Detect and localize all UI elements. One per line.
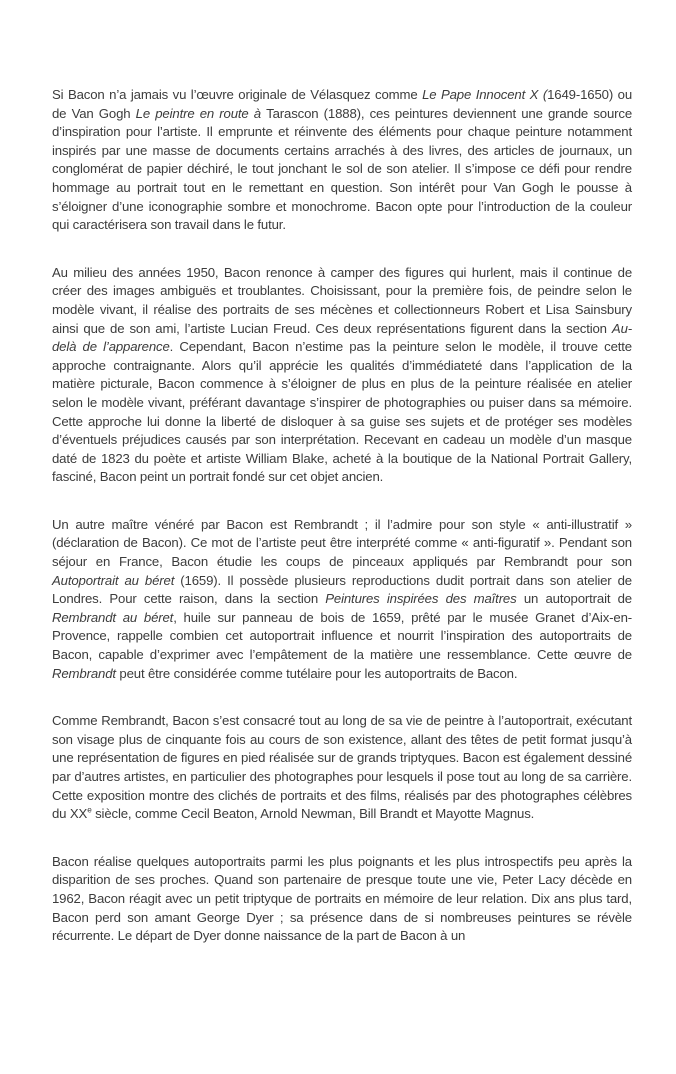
document-text-block (52, 86, 632, 946)
paragraph-2 (52, 264, 632, 487)
text-run: Un autre maître vénéré par Bacon est Rembrandt ; il l’admire pour son style « anti-illustratif » (déclaration de Bacon). Ce mot de l’artiste peut être interprété comme « anti-figuratif ». Pendant son séjour en France, Bacon étudie les coups de pinceaux appliqués par Rembrandt pour son (52, 516, 632, 570)
text-run: , huile sur panneau de bois de 1659, prêté par le musée Granet d’Aix-en-Provence, rappelle combien cet autoportrait influence et nourrit l’inspiration des autoportraits de Bacon, capable d’exprimer avec l’empâtement de la matière une ressemblance. Cette œuvre de (52, 609, 632, 663)
text-run: Si Bacon n’a jamais vu l’œuvre originale de Vélasquez comme (52, 87, 423, 102)
text-run: peut être considérée comme tutélaire pour les autoportraits de Bacon. (115, 665, 518, 681)
text-run: siècle, comme Cecil Beaton, Arnold Newman, Bill Brandt et Mayotte Magnus. (91, 806, 535, 822)
paragraph-5 (52, 853, 632, 946)
text-run: Peintures inspirées des maîtres (325, 591, 517, 607)
text-run: Rembrandt (52, 665, 116, 681)
text-run: Rembrandt au béret (52, 609, 174, 625)
text-run: Tarascon (1888), ces peintures deviennent une grande source d’inspiration pour l’artiste. Il emprunte et réinvente des éléments pour chaque peinture notamment inspirés par une masse de documents certains arrachés à des livres, des articles de journaux, un conglomérat de papier déchiré, le tout jonchant le sol de son atelier. Il s’impose ce défi pour rendre hommage au portrait tout en le remettant en question. Son intérêt pour Van Gogh le pousse à s’éloigner d’une iconographie sombre et monochrome. Bacon opte pour l’introduction de la couleur qui caractérisera son travail dans le futur. (52, 105, 632, 233)
text-run: e (87, 805, 92, 815)
paragraph-3 (52, 516, 632, 683)
text-run: 1649-1650) ou de Van Gogh (52, 87, 633, 121)
paragraph-1 (52, 86, 632, 235)
text-run: (1659). Il possède plusieurs reproductions dudit portrait dans son atelier de Londres. Pour cette raison, dans la section (52, 572, 632, 607)
text-run: Bacon réalise quelques autoportraits parmi les plus poignants et les plus introspectifs peu après la disparition de ses proches. Quand son partenaire de presque toute une vie, Peter Lacy décède en 1962, Bacon réagit avec un petit triptyque de portraits en mémoire de leur relation. Dix ans plus tard, Bacon perd son amant George Dyer ; sa présence dans de si nombreuses peintures se révèle récurrente. Le départ de Dyer donne naissance de la part de Bacon à un (52, 853, 632, 944)
text-run: Autoportrait au béret (52, 572, 175, 588)
text-run: Au-delà de l’apparence (52, 320, 632, 355)
text-run: Le Pape Innocent X ( (422, 87, 548, 102)
text-run: un autoportrait de (516, 591, 632, 607)
text-run: Le peintre en route à (135, 105, 267, 121)
paragraph-4 (52, 712, 632, 824)
text-run: . Cependant, Bacon n’estime pas la peinture selon le modèle, il trouve cette approche contraignante. Alors qu’il apprécie les qualités d’immédiateté dans l’application de la matière picturale, Bacon commence à s’éloigner de plus en plus de la peinture réalisée en atelier selon le modèle vivant, préférant davantage s’inspirer de photographies ou puiser dans sa mémoire. Cette approche lui donne la liberté de disloquer à sa guise ses sujets et de protéger ses modèles d’éventuels préjudices causés par son interprétation. Recevant en cadeau un modèle d’un masque daté de 1823 du poète et artiste William Blake, acheté à la boutique de la National Portrait Gallery, fasciné, Bacon peint un portrait fondé sur cet objet ancien. (52, 339, 632, 485)
text-run: Au milieu des années 1950, Bacon renonce à camper des figures qui hurlent, mais il continue de créer des images ambiguës et troublantes. Choisissant, pour la première fois, de peindre selon le modèle vivant, il réalise des portraits de ses mécènes et collectionneurs Robert et Lisa Sainsbury ainsi que de son ami, l’artiste Lucian Freud. Ces deux représentations figurent dans la section (52, 264, 632, 336)
text-run: Comme Rembrandt, Bacon s’est consacré tout au long de sa vie de peintre à l’autoportrait, exécutant son visage plus de cinquante fois au cours de son existence, allant des têtes de petit format jusqu’à une représentation de figures en pied réalisée sur de grands triptyques. Bacon est également dessiné par d’autres artistes, en particulier des photographes pour lesquels il pose tout au long de sa carrière. Cette exposition montre des clichés de portraits et des films, réalisés par des photographes célèbres du XX (52, 713, 632, 822)
